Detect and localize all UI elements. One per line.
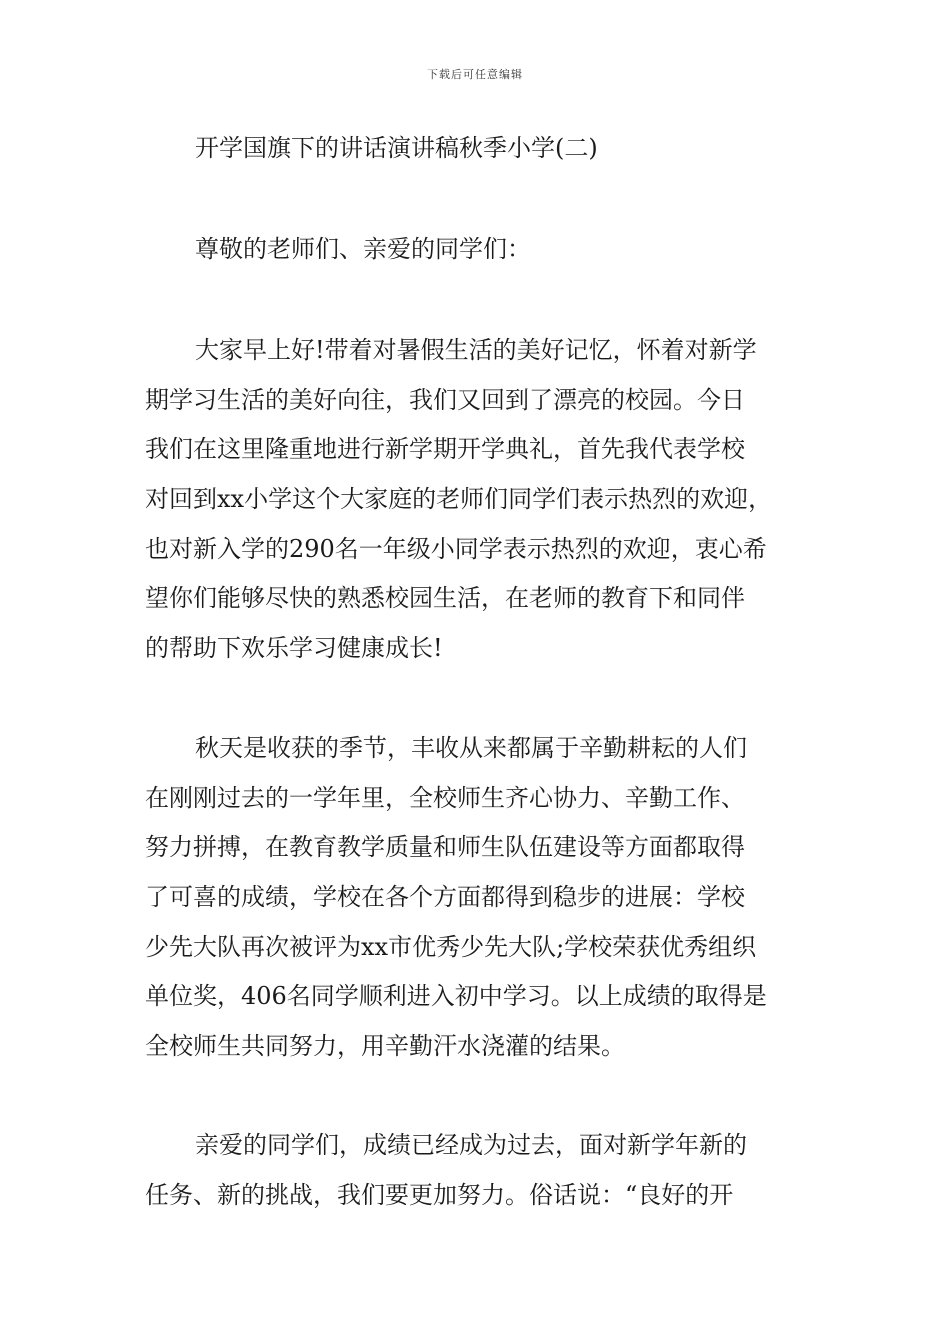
- paragraph-2-line: 努力拼搏，在教育教学质量和师生队伍建设等方面都取得: [145, 833, 745, 861]
- document-title: 开学国旗下的讲话演讲稿秋季小学(二): [195, 134, 598, 162]
- paragraph-1-line: 对回到xx小学这个大家庭的老师们同学们表示热烈的欢迎，: [145, 485, 773, 513]
- paragraph-2-line: 全校师生共同努力，用辛勤汗水浇灌的结果。: [145, 1032, 625, 1060]
- paragraph-2-line: 少先大队再次被评为xx市优秀少先大队;学校荣获优秀组织: [145, 933, 757, 961]
- paragraph-2-line: 单位奖，406名同学顺利进入初中学习。以上成绩的取得是: [145, 982, 767, 1010]
- paragraph-3-line: 任务、新的挑战，我们要更加努力。俗话说：“良好的开: [145, 1181, 734, 1209]
- paragraph-1-line: 我们在这里隆重地进行新学期开学典礼，首先我代表学校: [145, 435, 745, 463]
- page-header-note: 下载后可任意编辑: [427, 68, 523, 81]
- paragraph-2-line: 在刚刚过去的一学年里，全校师生齐心协力、辛勤工作、: [145, 784, 745, 812]
- paragraph-1-line: 也对新入学的290名一年级小同学表示热烈的欢迎，衷心希: [145, 535, 767, 563]
- paragraph-1-line: 期学习生活的美好向往，我们又回到了漂亮的校园。今日: [145, 386, 745, 414]
- salutation: 尊敬的老师们、亲爱的同学们：: [195, 235, 531, 263]
- paragraph-2-line: 秋天是收获的季节，丰收从来都属于辛勤耕耘的人们: [195, 734, 747, 762]
- paragraph-1-line: 的帮助下欢乐学习健康成长!: [145, 634, 443, 662]
- paragraph-3-line: 亲爱的同学们，成绩已经成为过去，面对新学年新的: [195, 1131, 747, 1159]
- paragraph-1-line: 望你们能够尽快的熟悉校园生活，在老师的教育下和同伴: [145, 584, 745, 612]
- paragraph-2-line: 了可喜的成绩，学校在各个方面都得到稳步的进展：学校: [145, 883, 745, 911]
- paragraph-1-line: 大家早上好!带着对暑假生活的美好记忆，怀着对新学: [195, 336, 757, 364]
